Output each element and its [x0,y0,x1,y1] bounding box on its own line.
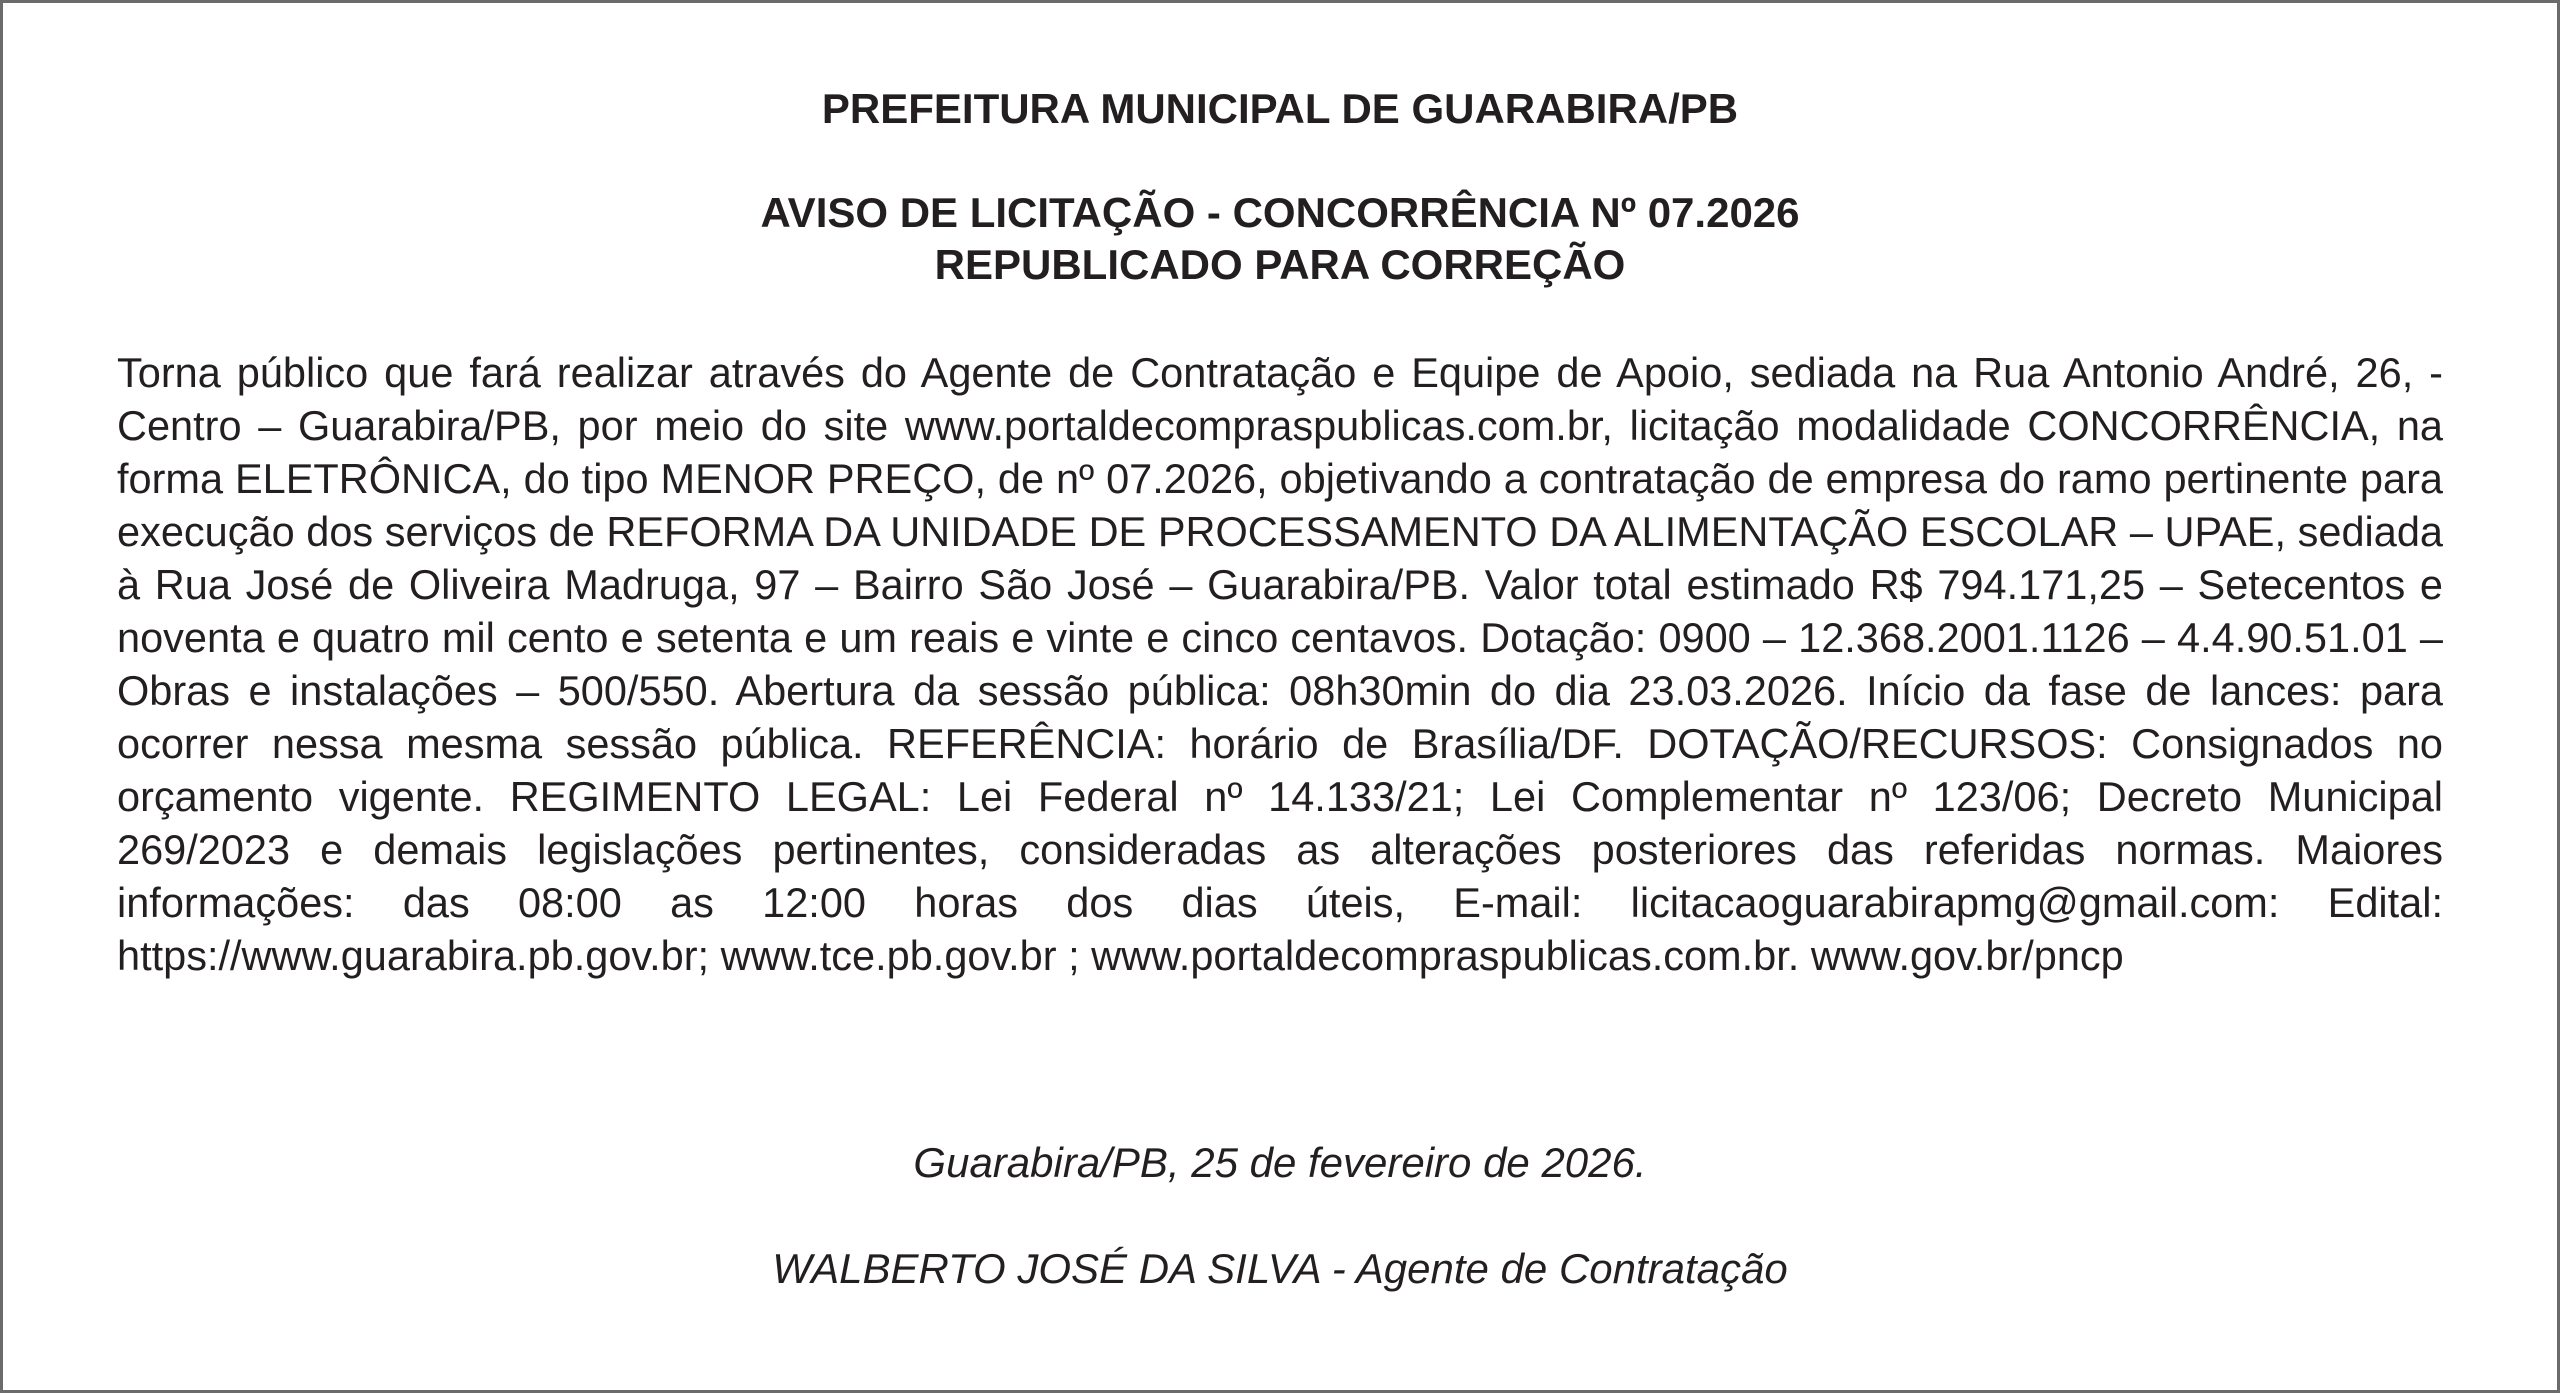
organization-heading: PREFEITURA MUNICIPAL DE GUARABIRA/PB [821,85,1739,132]
notice-body: Torna público que fará realizar através do Agente de Contratação e Equipe de Apoio, sediada na Rua Antonio André, 26, - Centro – Guarabira/PB, por meio do site www.portaldecompraspublicas.com.br, licitação modalidade CONCORRÊNCIA, na forma ELETRÔNICA, do tipo MENOR PREÇO, de nº 07.2026, objetivando a contratação de empresa do ramo pertinente para execução dos serviços de REFORMA DA UNIDADE DE PROCESSAMENTO DA ALIMENTAÇÃO ESCOLAR – UPAE, sediada à Rua José de Oliveira Madruga, 97 – Bairro São José – Guarabira/PB. Valor total estimado R$ 794.171,25 – Setecentos e noventa e quatro mil cento e setenta e um reais e vinte e cinco centavos. Dotação: 0900 – 12.368.2001.1126 – 4.4.90.51.01 – Obras e instalações – 500/550. Abertura da sessão pública: 08h30min do dia 23.03.2026. Início da fase de lances: para ocorrer nessa mesma sessão pública. REFERÊNCIA: horário de Brasília/DF. DOTAÇÃO/RECURSOS: Consignados no orçamento vigente. REGIMENTO LEGAL: Lei Federal nº 14.133/21; Lei Complementar nº 123/06; Decreto Municipal 269/2023 e demais legislações pertinentes, consideradas as alterações posteriores das referidas normas. Maiores informações: das 08:00 as 12:00 horas dos dias úteis, E-mail: licitacaoguarabirapmg@gmail.com: Edital: https://www.guarabira.pb.gov.br; www.tce.pb.gov.br ; www.portaldecompraspublicas.com.br. www.gov.br/pncp [117,349,2443,979]
date-line: Guarabira/PB, 25 de fevereiro de 2026. [913,1139,1647,1186]
notice-subtitle: REPUBLICADO PARA CORREÇÃO [934,241,1626,288]
notice-title: AVISO DE LICITAÇÃO - CONCORRÊNCIA Nº 07.2026 [760,189,1800,236]
signature-line: WALBERTO JOSÉ DA SILVA - Agente de Contratação [772,1245,1788,1292]
